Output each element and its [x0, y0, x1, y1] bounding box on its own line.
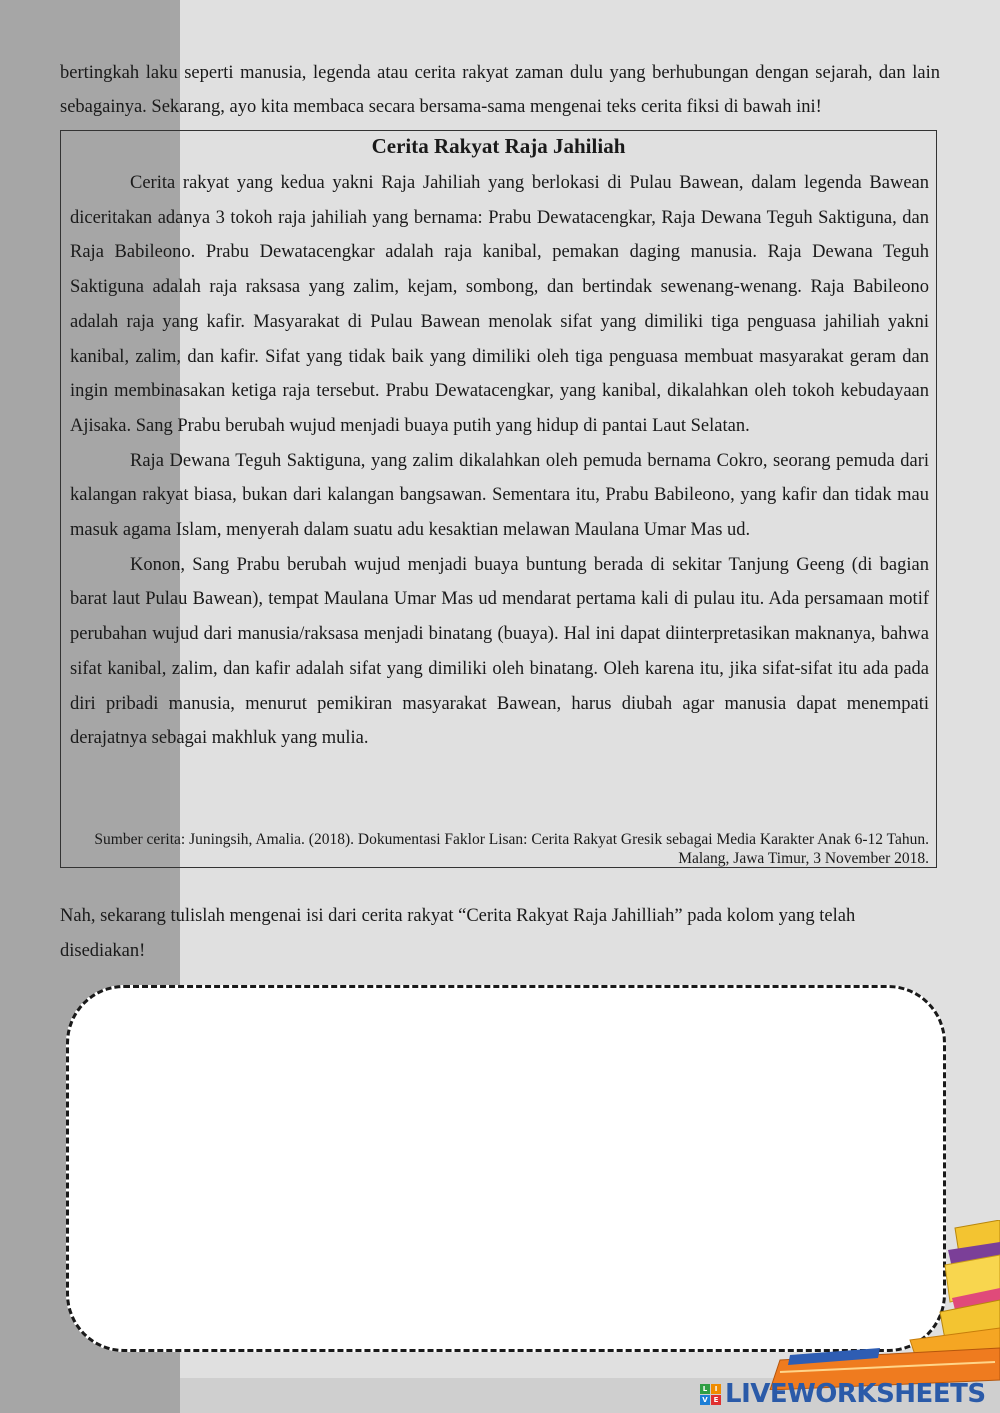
story-paragraph-1: Cerita rakyat yang kedua yakni Raja Jahiliah yang berlokasi di Pulau Bawean, dalam legenda Bawean diceritakan adanya 3 tokoh raja jahiliah yang bernama: Prabu Dewatacengkar, Raja Dewana Teguh Saktiguna, dan Raja Babileono. Prabu Dewatacengkar adalah raja kanibal, pemakan daging manusia. Raja Dewana Teguh Saktiguna adalah raja raksasa yang zalim, kejam, sombong, dan bertindak sewenang-wenang. Raja Babileono adalah raja yang kafir. Masyarakat di Pulau Bawean menolak sifat yang dimiliki tiga penguasa jahiliah yakni kanibal, zalim, dan kafir. Sifat yang tidak baik yang dimiliki oleh tiga penguasa membuat masyarakat geram dan ingin membinasakan ketiga raja tersebut. Prabu Dewatacengkar, yang kanibal, dikalahkan oleh tokoh kebudayaan Ajisaka. Sang Prabu berubah wujud menjadi buaya putih yang hidup di pantai Laut Selatan.: [70, 173, 929, 436]
books-stack-illustration: [760, 1220, 1000, 1390]
instruction-text: Nah, sekarang tulislah mengenai isi dari cerita rakyat “Cerita Rakyat Raja Jahilliah” pada kolom yang telah disediakan!: [60, 906, 856, 961]
logo-text: LIVEWORKSHEETS: [725, 1379, 986, 1409]
story-source: Sumber cerita: Juningsih, Amalia. (2018). Dokumentasi Faklor Lisan: Cerita Rakyat Gresik sebagai Media Karakter Anak 6-12 Tahun. Malang, Jawa Timur, 3 November 2018.: [94, 831, 929, 867]
story-paragraph-3: Konon, Sang Prabu berubah wujud menjadi buaya buntung berada di sekitar Tanjung Geeng (di bagian barat laut Pulau Bawean), tempat Maulana Umar Mas ud mendarat pertama kali di pulau itu. Ada persamaan motif perubahan wujud dari manusia/raksasa menjadi binatang (buaya). Hal ini dapat diinterpretasikan maknanya, bahwa sifat kanibal, zalim, dan kafir adalah sifat yang dimiliki oleh binatang. Oleh karena itu, jika sifat-sifat itu ada pada diri pribadi manusia, menurut pemikiran masyarakat Bawean, harus diubah agar manusia dapat menempati derajatnya sebagai makhluk yang mulia.: [70, 554, 929, 749]
story-box: [60, 130, 937, 868]
logo-badge-icon: L I V E: [700, 1384, 721, 1405]
story-title: Cerita Rakyat Raja Jahiliah: [371, 134, 626, 158]
liveworksheets-logo: [700, 1377, 986, 1411]
story-paragraph-2: Raja Dewana Teguh Saktiguna, yang zalim dikalahkan oleh pemuda bernama Cokro, seorang pemuda dari kalangan rakyat biasa, bukan dari kalangan bangsawan. Sementara itu, Prabu Babileono, yang kafir dan tidak mau masuk agama Islam, menyerah dalam suatu adu kesaktian melawan Maulana Umar Mas ud.: [70, 450, 929, 541]
story-body: [70, 166, 929, 756]
intro-paragraph: bertingkah laku seperti manusia, legenda atau cerita rakyat zaman dulu yang berhubungan dengan sejarah, dan lain sebagainya. Sekarang, ayo kita membaca secara bersama-sama mengenai teks cerita fiksi di bawah ini!: [60, 63, 940, 117]
